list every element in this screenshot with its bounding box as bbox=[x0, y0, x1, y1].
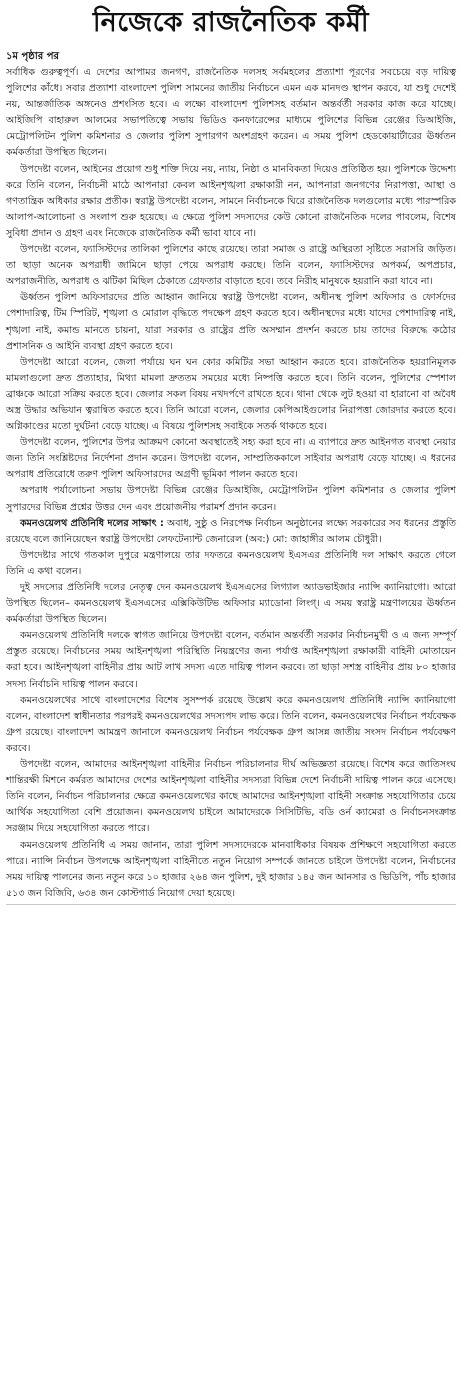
paragraph bbox=[6, 242, 456, 290]
paragraph-text: কমনওয়েলথের সাথে বাংলাদেশের বিশেষ সুসম্পর্ক রয়েছে উল্লেখ করে কমনওয়েলথ প্রতিনিধি ন্যান্সি ক্যানিয়াগো বলেন, বাংলাদেশ স্বাধীনতার পরপরই কমনওয়েলথের সদস্যপদ লাভ করে। তিনি বলেন, কমনওয়েলথের নির্বাচন পর্যবেক্ষক গ্রুপ রয়েছে। বাংলাদেশ আমন্ত্রণ জানালে কমনওয়েলথ নির্বাচন পর্যবেক্ষক গ্রুপ আসন্ন জাতীয় সংসদ নির্বাচন পর্যবেক্ষণ করবে। bbox=[6, 694, 456, 754]
paragraph-text: উপদেষ্টা বলেন, আইনের প্রয়োগ শুধু শক্তি দিয়ে নয়, ন্যায়, নিষ্ঠা ও মানবিকতা দিয়েও প্রতিষ্ঠিত হয়। পুলিশকে উদ্দেশ্য করে তিনি বলেন, নির্বাচনী মাঠে আপনারা কেবল আইনশৃঙ্খলা রক্ষাকারী নন, আপনারা জনগণের নিরাপত্তা, আস্থা ও গণতান্ত্রিক অধিকার রক্ষার প্রতীক। স্বরাষ্ট্র উপদেষ্টা বলেন, সামনে নির্বাচনকে ঘিরে রাজনৈতিক দলগুলোর মধ্যে পারস্পরিক আলাপ-আলোচনা ও সংলাপ শুরু হয়েছে। এ ক্ষেত্রে পুলিশ সদস্যদের কেউ কোনো রাজনৈতিক দলের পাবলেম, বিশেষ সুবিধা প্রদান ও গ্রহণ এবং নিজেকে রাজনৈতিক কর্মী ভাবা যাবে না। bbox=[6, 163, 456, 239]
paragraph-text: কমনওয়েলথ প্রতিনিধি এ সময় জানান, তারা পুলিশ সদস্যদেরকে মানবাধিকার বিষয়ক প্রশিক্ষণে সহযোগিতা করতে পারে। ন্যান্সি নির্বাচন উপলক্ষে আইনশৃঙ্খলা বাহিনীতে নতুন নিয়োগ সম্পর্কে জানতে চাইলে উপদেষ্টা বলেন, নির্বাচনের সময় দায়িত্ব পালনের জন্য নতুন করে ১০ হাজার ২৬৪ জন পুলিশ, দুই হাজার ১৪৫ জন আনসার ও ভিডিপি, পাঁচ হাজার ৫১৩ জন বিজিবি, ৬৩৪ জন কোস্টগার্ড নিয়োগ দেয়া হয়েছে। bbox=[6, 839, 456, 899]
paragraph-text: উপদেষ্টা আরো বলেন, জেলা পর্যায়ে ঘন ঘন কোর কমিটির সভা আহ্বান করতে হবে। রাজনৈতিক হয়রানিমূলক মামলাগুলো দ্রুত প্রত্যাহার, মিথ্যা মামলা দ্রুততম সময়ের মধ্যে নিষ্পত্তি করতে হবে। তিনি বলেন, পুলিশের স্পেশাল ব্রাঞ্চকে আরো সক্রিয় করতে হবে। জেলার সকল বিষয় নখদর্পণে রাখতে হবে। থানা থেকে লুট হওয়া বা হারানো বা অবৈধ অস্ত্র উদ্ধার অভিযান ত্বরান্বিত করতে হবে। তিনি আরো বলেন, জেলার কেপিআইগুলোর নিরাপত্তা জোরদার করতে হবে। অগ্নিকাণ্ডের মতো দুর্ঘটনা বেড়ে যাচ্ছে। এ বিষয়ে পুলিশসহ সবাইকে সতর্ক থাকতে হবে। bbox=[6, 356, 456, 433]
paragraph bbox=[6, 162, 456, 242]
paragraph bbox=[6, 516, 456, 548]
paragraph-text: উপদেষ্টা বলেন, আমাদের আইনশৃঙ্খলা বাহিনীর নির্বাচন পরিচালনার দীর্ঘ অভিজ্ঞতা রয়েছে। বিশেষ করে জাতিসংঘ শান্তিরক্ষী মিশনে কর্মরত আমাদের দেশের আইনশৃঙ্খলা বাহিনীর সদস্যরা বিভিন্ন দেশে নির্বাচনী দায়িত্ব পালন করে এসেছে। তিনি বলেন, নির্বাচন পরিচালনার ক্ষেত্রে কমনওয়েলথের কাছে আমাদের আইনশৃঙ্খলা বাহিনী সংক্রান্ত সহযোগিতার চেয়ে আর্থিক সহযোগিতা বেশি প্রয়োজন। কমনওয়েলথ চাইলে আমাদেরকে সিসিটিভি, বডি ওর্ন ক্যামেরা ও নির্বাচনসংক্রান্ত সরঞ্জাম দিয়ে সহযোগিতা করতে পারে। bbox=[6, 759, 456, 835]
continuation-label: ১ম পৃষ্ঠার পর bbox=[6, 51, 59, 62]
paragraph-text: সর্বাধিক গুরুত্বপূর্ণ। এ দেশের আপামর জনগণ, রাজনৈতিক দলসহ সর্বমহলের প্রত্যাশা পূরণের সবচেয়ে বড় দায়িত্ব পুলিশের কাঁধে। সবার প্রত্যাশা বাংলাদেশ পুলিশ সামনের জাতীয় নির্বাচনে এমন এক মানদণ্ড স্থাপন করবে, যা শুধু দেশেই নয়, আন্তর্জাতিক অঙ্গনেও প্রশংসিত হবে। এ লক্ষ্যে বাংলাদেশ পুলিশসহ বর্তমান অন্তর্বর্তী সরকার কাজ করে যাচ্ছে। আইজিপি বাহারুল আলমের সভাপতিত্বে সভায় ভিডিও কনফারেন্সের মাধ্যমে পুলিশের বিভিন্ন রেঞ্জের ডিআইজি, মেট্রোপলিটন পুলিশ কমিশনার ও জেলার পুলিশ সুপারগণ অংশগ্রহণ করেন। এ সময় পুলিশ হেডকোয়ার্টারের ঊর্ধ্বতন কর্মকর্তারা উপস্থিত ছিলেন। bbox=[6, 67, 456, 159]
paragraph bbox=[6, 628, 456, 692]
paragraph bbox=[6, 757, 456, 837]
paragraph-text: উপদেষ্টা বলেন, পুলিশের উপর আক্রমণ কোনো অবস্থাতেই সহ্য করা হবে না। এ ব্যাপারে দ্রুত আইনগত ব্যবস্থা নেয়ার জন্য তিনি সংশ্লিষ্টদের নির্দেশনা প্রদান করেন। উপদেষ্টা বলেন, সাম্প্রতিককালে সাইবার অপরাধ বেড়ে যাচ্ছে। এ ধরনের অপরাধ প্রতিরোধে তরুণ পুলিশ অফিসারদের অগ্রণী ভূমিকা পালন করতে হবে। bbox=[6, 437, 456, 481]
paragraph bbox=[6, 838, 456, 902]
paragraph-text: উপদেষ্টা বলেন, ফ্যাসিস্টদের তালিকা পুলিশের কাছে রয়েছে। তারা সমাজ ও রাষ্ট্রে অস্থিরতা সৃষ্টিতে সরাসরি জড়িত। তা ছাড়া অনেক অপরাধী জামিনে ছাড়া পেয়ে অপরাধ করছে। তিনি বলেন, ফ্যাসিস্টদের অপকর্ম, অপপ্রচার, অপরাজনীতি, অপরাধ ও ঝটিকা মিছিল ঠেকাতে গ্রেফতার বাড়াতে হবে। তবে নিরীহ মানুষকে হয়রানি করা যাবে না। bbox=[6, 244, 456, 288]
section-subhead: কমনওয়েলথ প্রতিনিধি দলের সাক্ষাৎ : bbox=[20, 517, 164, 529]
paragraph bbox=[6, 693, 456, 757]
paragraph bbox=[6, 483, 456, 515]
paragraph-text: কমনওয়েলথ প্রতিনিধি দলকে স্বাগত জানিয়ে উপদেষ্টা বলেন, বর্তমান অন্তর্বর্তী সরকার নির্বাচনমুখী ও এ জন্য সম্পূর্ণ প্রস্তুত রয়েছে। নির্বাচনের সময় আইনশৃঙ্খলা পরিস্থিতি নিয়ন্ত্রণের জন্য পর্যাপ্ত আইনশৃঙ্খলা রক্ষাকারী বাহিনী মোতায়েন করা হবে। আইনশৃঙ্খলা বাহিনীর প্রায় আট লাখ সদস্য এতে দায়িত্ব পালন করবে। তা ছাড়া সশস্ত্র বাহিনীর প্রায় ৮০ হাজার সদস্য নির্বাচনি দায়িত্ব পালন করবে। bbox=[6, 630, 456, 690]
paragraph bbox=[6, 290, 456, 354]
paragraph bbox=[6, 548, 456, 580]
divider bbox=[6, 904, 456, 905]
paragraph-text: দুই সদস্যের প্রতিনিধি দলের নেতৃত্ব দেন কমনওয়েলথ ইএসএসের লিগ্যাল অ্যাডভাইজার ন্যান্সি ক্যানিয়াগো। আরো উপস্থিত ছিলেন– কমনওয়েলথ ইএসএসের এক্সিকিউটিভ অফিসার ম্যাডোনা লিংগ্। এ সময় স্বরাষ্ট্র মন্ত্রণালয়ের ঊর্ধ্বতন কর্মকর্তারা উপস্থিত ছিলেন। bbox=[6, 582, 456, 626]
paragraph bbox=[6, 65, 456, 162]
paragraph-text: অপরাধ পর্যালোচনা সভায় উপদেষ্টা বিভিন্ন রেঞ্জের ডিআইজি, মেট্রোপলিটন পুলিশ কমিশনার ও জেলার পুলিশ সুপারদের বিভিন্ন প্রশ্নের উত্তর দেন এবং প্রয়োজনীয় পরামর্শ প্রদান করেন। bbox=[6, 485, 456, 513]
paragraph bbox=[6, 580, 456, 628]
paragraph bbox=[6, 355, 456, 435]
paragraph-text: ঊর্ধ্বতন পুলিশ অফিসারদের প্রতি আহ্বান জানিয়ে স্বরাষ্ট্র উপদেষ্টা বলেন, অধীনস্থ পুলিশ অফিসার ও ফোর্সদের পেশাদারিত্ব, টিম স্পিরিট, শৃঙ্খলা ও মোরাল বৃদ্ধিতে পদক্ষেপ গ্রহণ করতে হবে। অধীনস্থদের মধ্যে যাদের পেশাদারিত্ব নাই, শৃঙ্খলা নাই, কমান্ড মানতে চায়না, যারা সরকার ও রাষ্ট্রের প্রতি অসম্মান প্রদর্শন করতে চায় তাদের বিরুদ্ধে কঠোর প্রশাসনিক ও আইনি ব্যবস্থা গ্রহণ করতে হবে। bbox=[6, 292, 456, 352]
headline: নিজেকে রাজনৈতিক কর্মী bbox=[92, 7, 370, 38]
paragraph bbox=[6, 435, 456, 483]
paragraph-text: অবাধ, সুষ্ঠু ও নিরপেক্ষ নির্বাচন অনুষ্ঠানের লক্ষ্যে সরকারের সব ধরনের প্রস্তুতি রয়েছে বলে জানিয়েছেন স্বরাষ্ট্র উপদেষ্টা লেফটেন্যান্ট জেনারেল (অব:) মো: জাহাঙ্গীর আলম চৌধুরী। bbox=[6, 517, 456, 545]
paragraph-text: উপদেষ্টার সাথে গতকাল দুপুরে মন্ত্রণালয়ে তার দফতরে কমনওয়েলথ ইএসএর প্রতিনিধি দল সাক্ষাৎ করতে গেলে তিনি এ কথা বলেন। bbox=[6, 549, 456, 577]
